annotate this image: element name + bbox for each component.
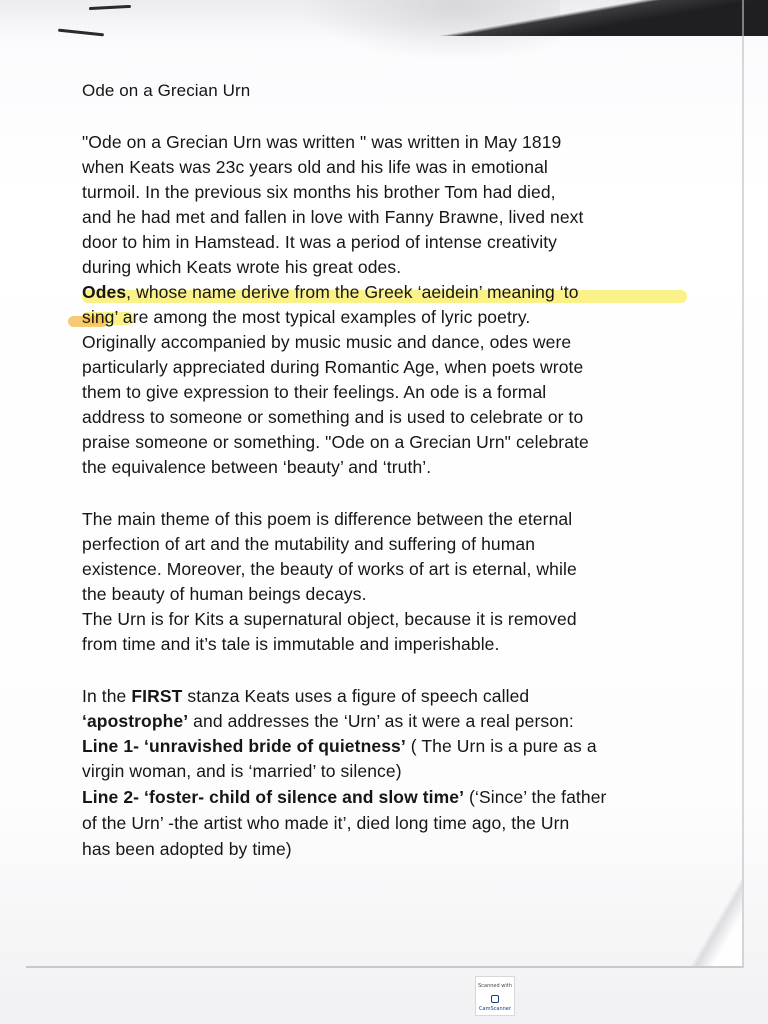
paper-bottom-edge xyxy=(26,966,742,968)
pen-mark xyxy=(58,29,104,37)
camscanner-logo xyxy=(478,994,512,1012)
document-title: Ode on a Grecian Urn xyxy=(82,81,251,100)
text-line: sing’ are among the most typical examples of lyric poetry. xyxy=(82,307,531,327)
watermark-caption: Scanned with xyxy=(478,983,512,989)
text-line: them to give expression to their feelings. An ode is a formal xyxy=(82,382,547,402)
text-line xyxy=(82,785,607,809)
text-line xyxy=(82,684,529,708)
text-line: when Keats was 23c years old and his life was in emotional xyxy=(82,157,548,177)
text-line: particularly appreciated during Romantic Age, when poets wrote xyxy=(82,357,584,377)
text-line: has been adopted by time) xyxy=(82,839,292,859)
text-span: ( The Urn is a pure as a xyxy=(405,736,597,756)
text-line: The main theme of this poem is difference between the eternal xyxy=(82,509,573,529)
watermark-brand: CamScanner xyxy=(479,1006,511,1012)
text-span: (‘Since’ the father xyxy=(464,787,607,807)
text-line: from time and it’s tale is immutable and imperishable. xyxy=(82,634,500,654)
text-line: existence. Moreover, the beauty of works of art is eternal, while xyxy=(82,559,577,579)
text-line: of the Urn’ -the artist who made it’, died long time ago, the Urn xyxy=(82,813,570,833)
text-line: praise someone or something. "Ode on a Grecian Urn" celebrate xyxy=(82,432,589,452)
bold-term: ‘apostrophe’ xyxy=(82,711,189,731)
text-line: turmoil. In the previous six months his brother Tom had died, xyxy=(82,182,556,202)
text-line: the equivalence between ‘beauty’ and ‘truth’. xyxy=(82,457,432,477)
text-span: , whose name derive from the Greek ‘aeidein’ meaning ‘to xyxy=(126,282,579,302)
text-line: virgin woman, and is ‘married’ to silence) xyxy=(82,761,402,781)
bold-term: Odes xyxy=(82,282,127,302)
paper-corner-fold xyxy=(682,870,742,966)
camscanner-watermark xyxy=(475,976,515,1016)
text-line: door to him in Hamstead. It was a period of intense creativity xyxy=(82,232,558,252)
text-line: the beauty of human beings decays. xyxy=(82,584,367,604)
text-line: Originally accompanied by music music and dance, odes were xyxy=(82,332,572,352)
text-line: and he had met and fallen in love with Fanny Brawne, lived next xyxy=(82,207,584,227)
text-line xyxy=(82,280,579,304)
text-line: perfection of art and the mutability and suffering of human xyxy=(82,534,536,554)
camscanner-icon xyxy=(491,995,499,1003)
text-span: stanza Keats uses a figure of speech called xyxy=(182,686,530,706)
pen-mark xyxy=(89,5,131,10)
text-line: address to someone or something and is used to celebrate or to xyxy=(82,407,584,427)
scan-edge-shadow xyxy=(438,0,768,36)
text-line: during which Keats wrote his great odes. xyxy=(82,257,402,277)
text-span: In the xyxy=(82,686,132,706)
text-line: "Ode on a Grecian Urn was written " was written in May 1819 xyxy=(82,132,562,152)
paper-edge xyxy=(742,0,744,968)
text-line: The Urn is for Kits a supernatural object, because it is removed xyxy=(82,609,577,629)
bold-term: Line 1- ‘unravished bride of quietness’ xyxy=(82,736,406,756)
text-span: and addresses the ‘Urn’ as it were a real person: xyxy=(188,711,574,731)
bold-term: Line 2- ‘foster- child of silence and slow time’ xyxy=(82,787,465,807)
bold-term: FIRST xyxy=(131,686,183,706)
text-line xyxy=(82,709,574,733)
text-line xyxy=(82,734,597,758)
